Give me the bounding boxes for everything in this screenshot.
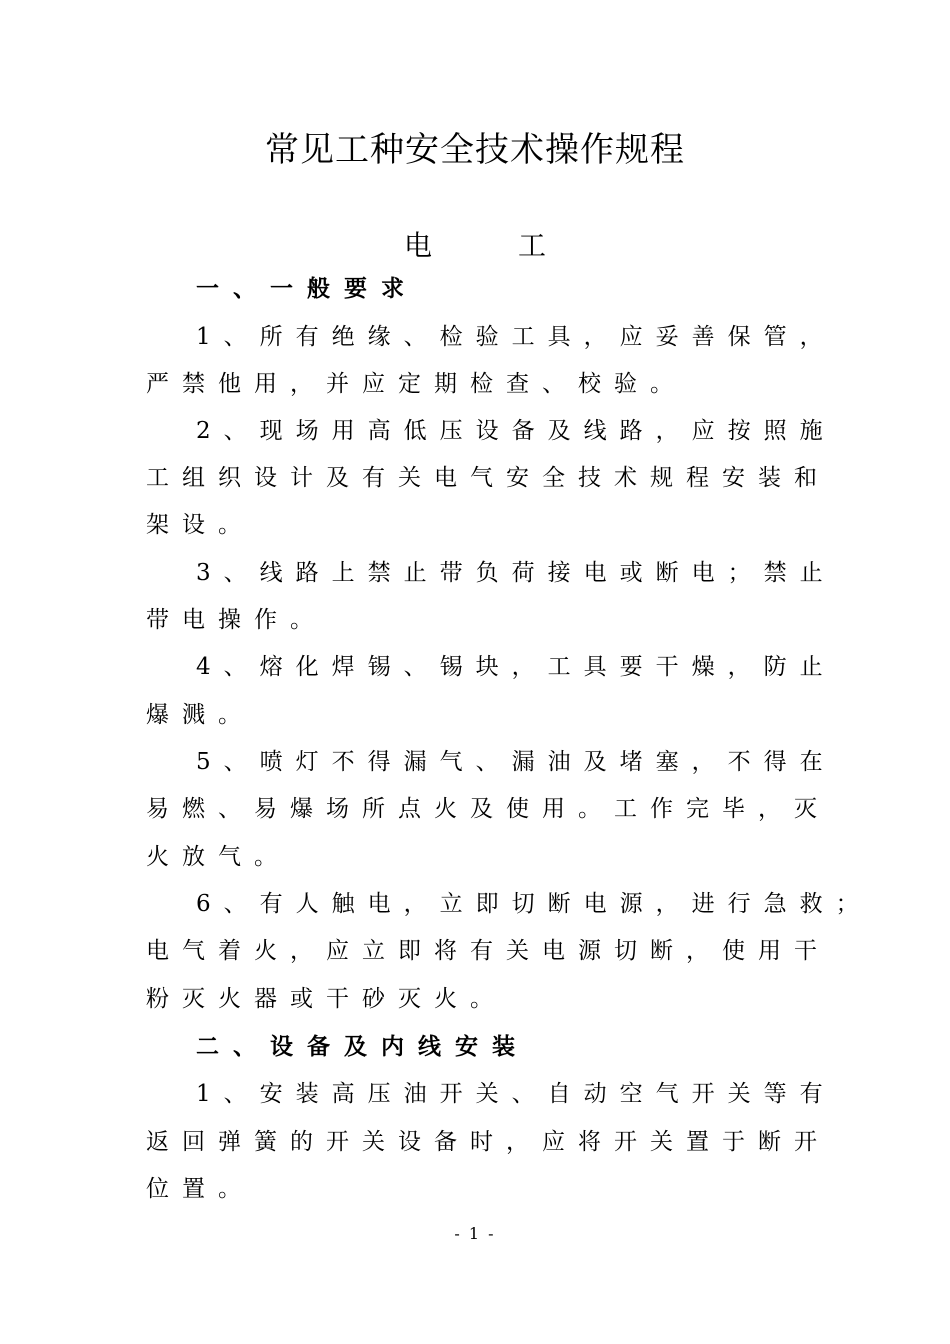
- paragraph-line: 2、现场用高低压设备及线路，应按照施: [196, 418, 836, 444]
- paragraph-line: 1、安装高压油开关、自动空气开关等有: [196, 1081, 836, 1107]
- paragraph-line: 火放气。: [146, 844, 290, 870]
- paragraph-line: 5、喷灯不得漏气、漏油及堵塞，不得在: [196, 749, 836, 775]
- section-heading-general: 一、一般要求: [196, 276, 418, 302]
- page-number: - 1 -: [454, 1224, 496, 1243]
- paragraph-line: 3、线路上禁止带负荷接电或断电；禁止: [196, 560, 836, 586]
- paragraph-line: 4、熔化焊锡、锡块，工具要干燥，防止: [196, 654, 836, 680]
- paragraph-line: 电气着火，应立即将有关电源切断，使用干: [146, 938, 830, 964]
- section-heading-installation: 二、设备及内线安装: [196, 1034, 529, 1060]
- paragraph-line: 1、所有绝缘、检验工具，应妥善保管，: [196, 324, 836, 350]
- paragraph-line: 易燃、易爆场所点火及使用。工作完毕，灭: [146, 796, 830, 822]
- paragraph-line: 6、有人触电，立即切断电源，进行急救；: [196, 891, 872, 917]
- paragraph-line: 严禁他用，并应定期检查、校验。: [146, 371, 686, 397]
- paragraph-line: 工组织设计及有关电气安全技术规程安装和: [146, 465, 830, 491]
- paragraph-line: 粉灭火器或干砂灭火。: [146, 986, 506, 1012]
- paragraph-line: 返回弹簧的开关设备时，应将开关置于断开: [146, 1129, 830, 1155]
- page-title: 常见工种安全技术操作规程: [265, 130, 685, 170]
- section-subtitle: 电工: [403, 229, 632, 262]
- paragraph-line: 爆溅。: [146, 702, 254, 728]
- paragraph-line: 带电操作。: [146, 607, 326, 633]
- paragraph-line: 架设。: [146, 512, 254, 538]
- paragraph-line: 位置。: [146, 1176, 254, 1202]
